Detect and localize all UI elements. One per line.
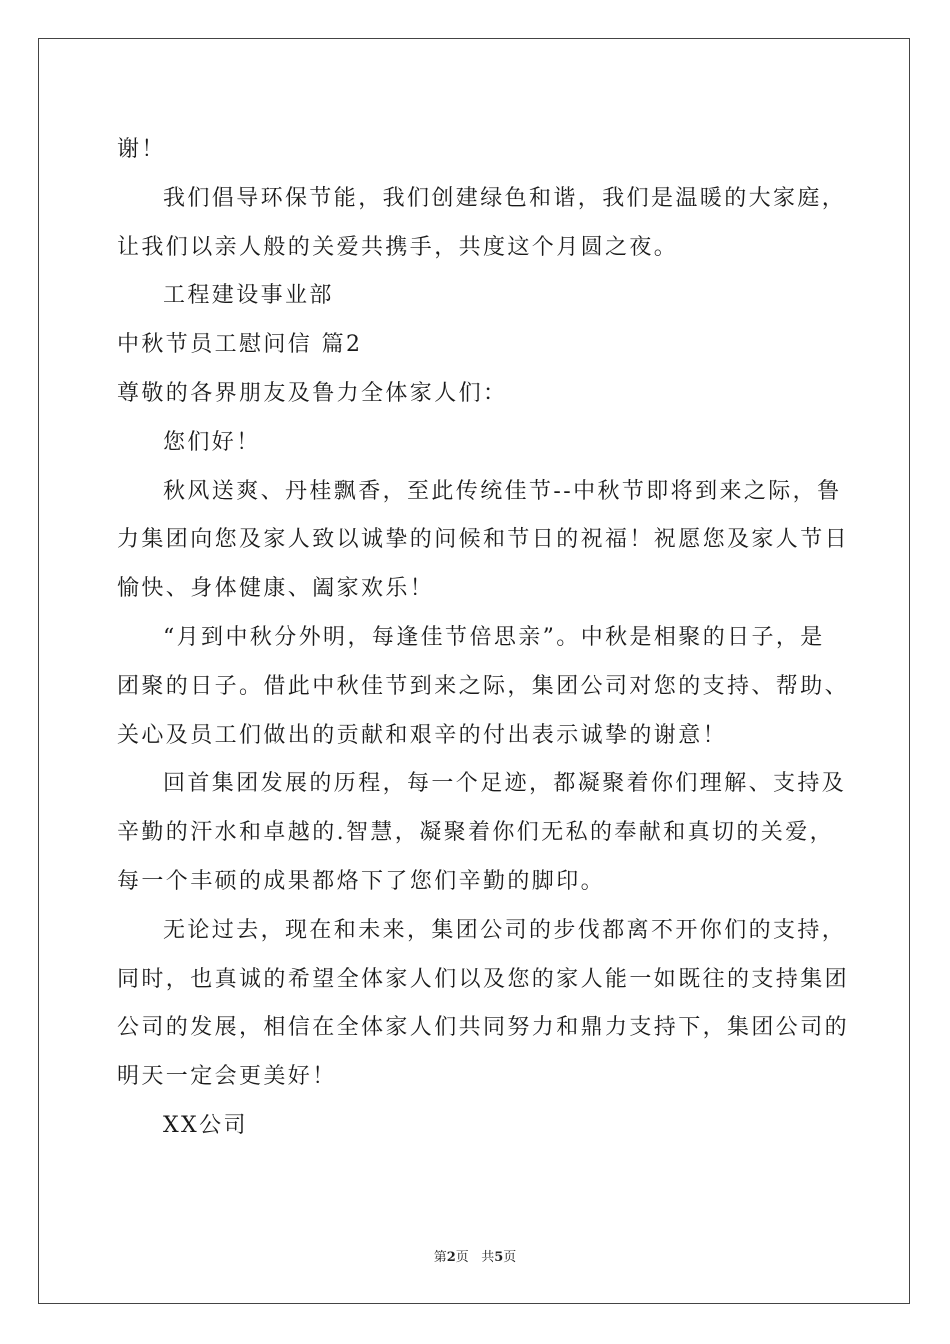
- page-current: 2: [446, 1250, 456, 1265]
- text-line: 同时，也真诚的希望全体家人们以及您的家人能一如既往的支持集团: [117, 966, 850, 992]
- text-line: 让我们以亲人般的关爱共携手，共度这个月圆之夜。: [117, 234, 679, 260]
- signature-department: 工程建设事业部: [163, 283, 334, 309]
- text-line: 力集团向您及家人致以诚挚的问候和节日的祝福！祝愿您及家人节日: [117, 527, 850, 553]
- total-prefix: 共: [481, 1250, 495, 1265]
- page-footer: [0, 1246, 950, 1265]
- text-line: 明天一定会更美好！: [117, 1064, 337, 1090]
- page-prefix: 第: [433, 1250, 447, 1265]
- greeting: 您们好！: [163, 429, 261, 455]
- document-body: [117, 126, 850, 1151]
- page-suffix: 页: [455, 1250, 469, 1265]
- salutation: 尊敬的各界朋友及鲁力全体家人们：: [117, 380, 508, 406]
- page-total: 5: [494, 1250, 504, 1265]
- text-line: 无论过去，现在和未来，集团公司的步伐都离不开你们的支持，: [163, 917, 847, 943]
- text-line: 秋风送爽、丹桂飘香，至此传统佳节--中秋节即将到来之际，鲁: [163, 478, 842, 504]
- text-line: “月到中秋分外明，每逢佳节倍思亲”。中秋是相聚的日子，是: [163, 624, 825, 650]
- text-line: 关心及员工们做出的贡献和艰辛的付出表示诚挚的谢意！: [117, 722, 728, 748]
- text-line: 回首集团发展的历程，每一个足迹，都凝聚着你们理解、支持及: [163, 771, 847, 797]
- text-line: 公司的发展，相信在全体家人们共同努力和鼎力支持下，集团公司的: [117, 1015, 850, 1041]
- text-line: 愉快、身体健康、阖家欢乐！: [117, 576, 435, 602]
- text-line: 我们倡导环保节能，我们创建绿色和谐，我们是温暖的大家庭，: [163, 185, 847, 211]
- section-title: 中秋节员工慰问信 篇2: [117, 332, 363, 358]
- text-line: 辛勤的汗水和卓越的.智慧，凝聚着你们无私的奉献和真切的关爱，: [117, 820, 834, 846]
- total-suffix: 页: [503, 1250, 517, 1265]
- text-line: 团聚的日子。借此中秋佳节到来之际，集团公司对您的支持、帮助、: [117, 673, 850, 699]
- signature-company: XX公司: [163, 1112, 248, 1138]
- text-line: 谢！: [117, 137, 166, 162]
- text-line: 每一个丰硕的成果都烙下了您们辛勤的脚印。: [117, 868, 606, 894]
